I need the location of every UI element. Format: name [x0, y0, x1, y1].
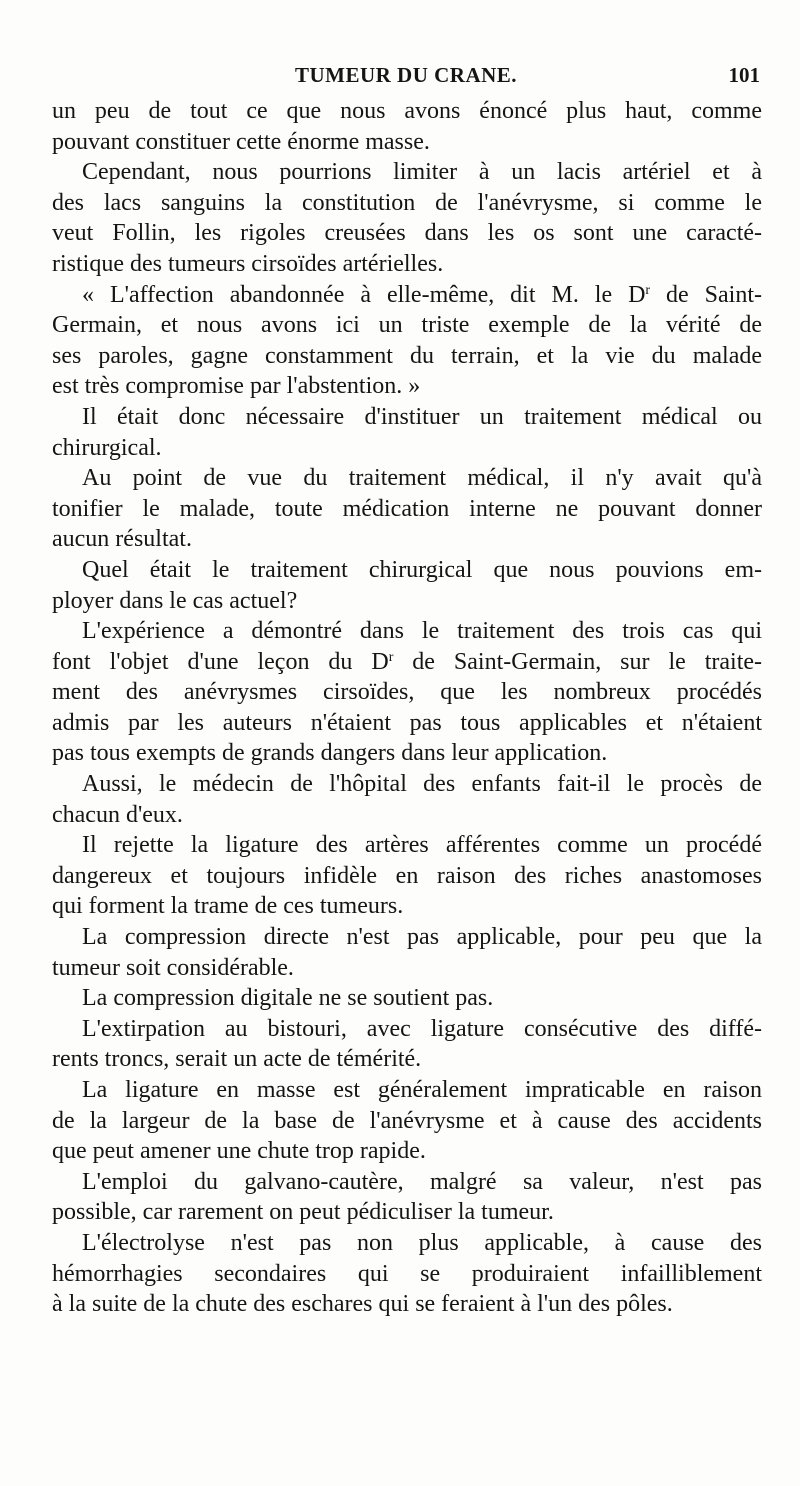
text-line-content: tonifier le malade, toute médication interne ne pouvant donner [52, 495, 762, 522]
text-line-content: que peut amener une chute trop rapide. [52, 1138, 426, 1165]
text-line-content: La compression digitale ne se soutient pas. [82, 985, 494, 1012]
text-line [52, 800, 762, 831]
text-line-content: « L'affection abandonnée à elle-même, dit M. le D [82, 281, 646, 308]
superscript: r [388, 649, 394, 665]
text-line [52, 218, 762, 249]
body-text [52, 96, 762, 1320]
text-line [52, 524, 762, 555]
text-line-content: aucun résultat. [52, 526, 192, 553]
text-line [52, 1197, 762, 1228]
text-line [52, 1044, 762, 1075]
text-line-content: qui forment la trame de ces tumeurs. [52, 893, 404, 920]
text-line-content: La compression directe n'est pas applicable, pour peu que la [82, 924, 762, 951]
text-line [52, 677, 762, 708]
page-number: 101 [728, 63, 760, 87]
text-line [52, 310, 762, 341]
text-line-content: à la suite de la chute des eschares qui se feraient à l'un des pôles. [52, 1291, 673, 1318]
text-line [52, 127, 762, 158]
text-line-content: L'électrolyse n'est pas non plus applicable, à cause des [82, 1229, 762, 1256]
text-line-content: pouvant constituer cette énorme masse. [52, 128, 430, 155]
text-line-content: Il était donc nécessaire d'instituer un traitement médical ou [82, 403, 762, 430]
text-line [52, 433, 762, 464]
text-line-content: Il rejette la ligature des artères afférentes comme un procédé [82, 832, 762, 859]
text-line-content: Au point de vue du traitement médical, il n'y avait qu'à [82, 465, 762, 492]
text-line [52, 769, 762, 800]
text-line [52, 1106, 762, 1137]
text-line-content: Aussi, le médecin de l'hôpital des enfants fait-il le procès de [82, 771, 762, 798]
superscript: r [645, 282, 651, 298]
text-line-content: rents troncs, serait un acte de témérité. [52, 1046, 422, 1073]
text-line-content: pas tous exempts de grands dangers dans leur application. [52, 740, 608, 767]
text-line [52, 157, 762, 188]
text-line-content: ployer dans le cas actuel? [52, 587, 298, 614]
text-line-content: veut Follin, les rigoles creusées dans les os sont une caracté- [52, 220, 762, 247]
text-line-content: possible, car rarement on peut pédiculiser la tumeur. [52, 1199, 554, 1226]
text-line-content: tumeur soit considérable. [52, 954, 294, 981]
text-line [52, 1228, 762, 1259]
text-line [52, 922, 762, 953]
running-head [52, 60, 760, 90]
text-line-content: admis par les auteurs n'étaient pas tous applicables et n'étaient [52, 709, 762, 736]
text-line [52, 1259, 762, 1290]
text-line [52, 280, 762, 311]
text-line [52, 586, 762, 617]
text-line [52, 1289, 762, 1320]
text-line [52, 953, 762, 984]
text-line [52, 96, 762, 127]
text-line-content: est très compromise par l'abstention. » [52, 373, 421, 400]
text-line-content: Germain, et nous avons ici un triste exemple de la vérité de [52, 312, 762, 339]
text-line [52, 494, 762, 525]
text-line-content: un peu de tout ce que nous avons énoncé plus haut, comme [52, 98, 762, 124]
text-line [52, 616, 762, 647]
text-line-content: chacun d'eux. [52, 801, 183, 828]
text-line-content: L'extirpation au bistouri, avec ligature consécutive des diffé- [82, 1015, 762, 1042]
text-line-content: La ligature en masse est généralement impraticable en raison [82, 1077, 762, 1103]
text-line-content: hémorrhagies secondaires qui se produiraient infailliblement [52, 1260, 762, 1287]
text-line-content: des lacs sanguins la constitution de l'anévrysme, si comme le [52, 189, 762, 216]
text-line-content: de Saint-Germain, sur le traite- [393, 648, 762, 675]
text-line [52, 647, 762, 678]
text-line-content: ment des anévrysmes cirsoïdes, que les nombreux procédés [52, 679, 762, 706]
text-line-content: de Saint- [650, 281, 762, 308]
text-line [52, 1014, 762, 1045]
text-line-content: Cependant, nous pourrions limiter à un lacis artériel et à [82, 159, 762, 186]
text-line [52, 708, 762, 739]
text-line-content: ristique des tumeurs cirsoïdes artérielles. [52, 250, 444, 277]
running-title: TUMEUR DU CRANE. [294, 63, 518, 87]
text-line [52, 1075, 762, 1106]
text-line-content: dangereux et toujours infidèle en raison des riches anastomoses [52, 862, 762, 889]
text-line [52, 830, 762, 861]
text-line [52, 1136, 762, 1167]
text-line [52, 371, 762, 402]
text-line [52, 861, 762, 892]
text-line-content: L'emploi du galvano-cautère, malgré sa valeur, n'est pas [82, 1168, 762, 1195]
text-line-content: chirurgical. [52, 434, 162, 461]
text-line [52, 402, 762, 433]
text-line-content: de la largeur de la base de l'anévrysme et à cause des accidents [52, 1107, 762, 1134]
text-line-content: L'expérience a démontré dans le traitement des trois cas qui [82, 618, 762, 645]
text-line [52, 555, 762, 586]
text-line [52, 983, 762, 1014]
text-line [52, 341, 762, 372]
text-line [52, 188, 762, 219]
text-line [52, 249, 762, 280]
text-line [52, 891, 762, 922]
text-line-content: font l'objet d'une leçon du D [52, 648, 389, 675]
text-line [52, 738, 762, 769]
text-line-content: ses paroles, gagne constamment du terrain, et la vie du malade [52, 342, 762, 369]
text-line [52, 1167, 762, 1198]
text-line [52, 463, 762, 494]
text-line-content: Quel était le traitement chirurgical que nous pouvions em- [82, 556, 762, 583]
